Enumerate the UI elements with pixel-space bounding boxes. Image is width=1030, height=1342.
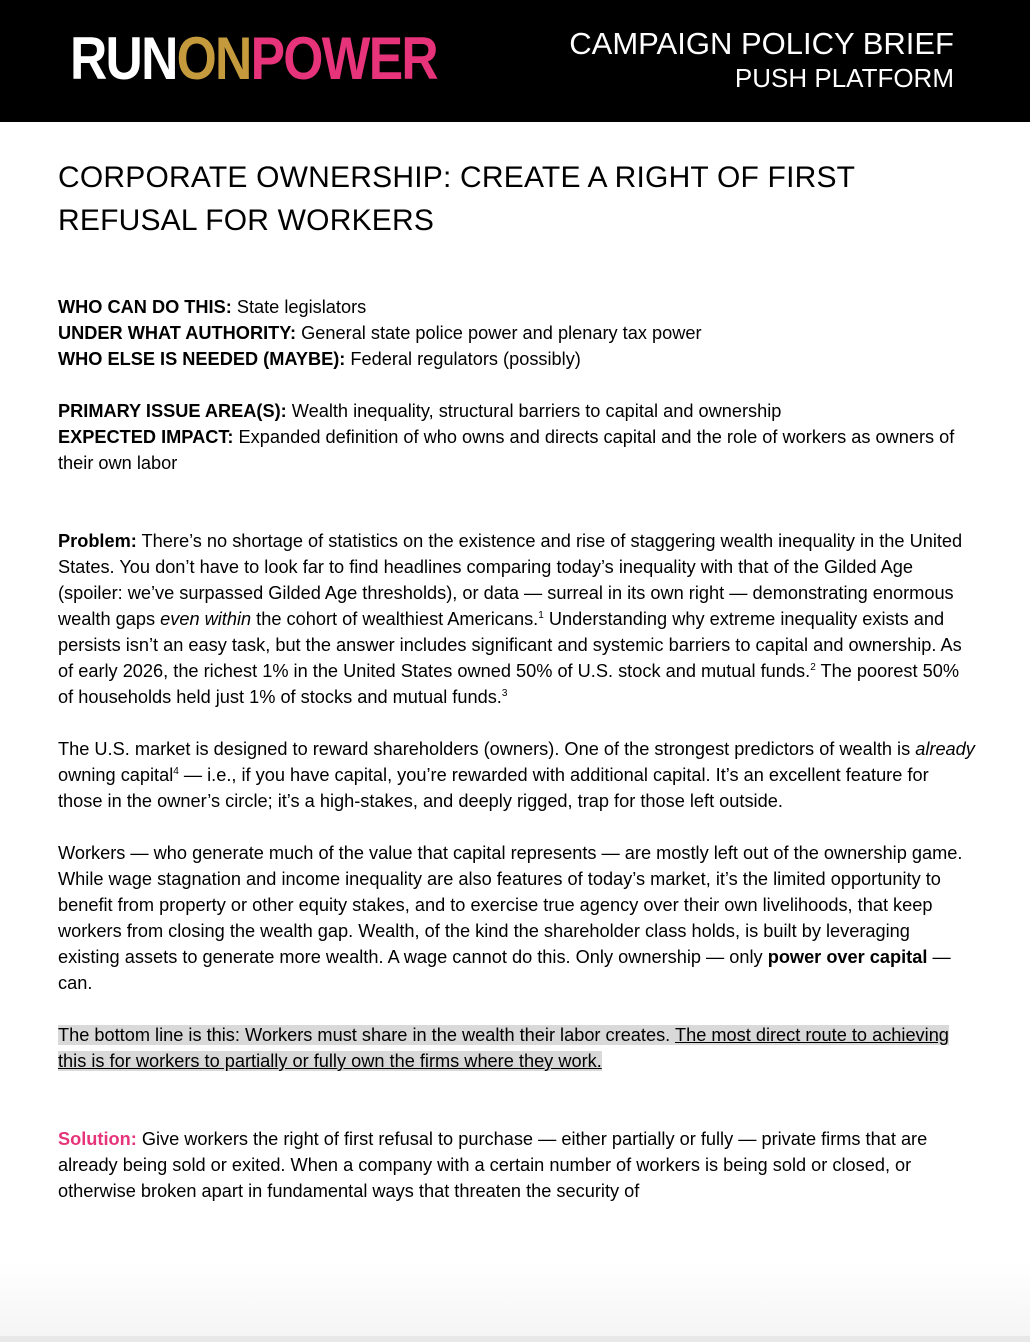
page-bottom-shade	[0, 1262, 1030, 1342]
footnote-ref-4: 4	[173, 766, 179, 777]
market-paragraph	[58, 736, 976, 814]
meta-impact-label: EXPECTED IMPACT:	[58, 427, 234, 447]
market-text-2: owning capital	[58, 765, 174, 785]
meta-else-value: Federal regulators (possibly)	[345, 349, 581, 369]
workers-bold: power over capital	[767, 947, 928, 967]
problem-text-4: The poorest 50% of households held just 1% of stocks and mutual funds.	[58, 661, 959, 707]
title-line-2: REFUSAL FOR WORKERS	[58, 204, 435, 237]
meta-impact	[58, 424, 976, 476]
footnote-ref-3: 3	[501, 688, 508, 699]
meta-authority-value: General state police power and plenary tax power	[296, 323, 702, 343]
solution-text: Give workers the right of first refusal to purchase — either partially or fully — private firms that are already being sold or exited. When a company with a certain number of workers is being sold or closed, or otherwise broken apart in fundamental ways that threaten the security of	[58, 1129, 928, 1201]
meta-issue	[58, 398, 976, 424]
page-bottom-edge	[0, 1336, 1030, 1342]
brief-subtitle: PUSH PLATFORM	[734, 63, 954, 93]
meta-issue-value: Wealth inequality, structural barriers to capital and ownership	[286, 401, 782, 421]
runonpower-logo	[70, 25, 437, 92]
title-line-1: CORPORATE OWNERSHIP: CREATE A RIGHT OF FIRST	[58, 161, 856, 194]
meta-who-label: WHO CAN DO THIS:	[58, 297, 232, 317]
problem-text-2: the cohort of wealthiest Americans.	[251, 609, 539, 629]
footnote-ref-2: 2	[810, 662, 816, 673]
workers-paragraph	[58, 840, 976, 996]
logo-power-text: POWER	[250, 25, 437, 92]
meta-else-label: WHO ELSE IS NEEDED (MAYBE):	[58, 349, 346, 369]
footnote-ref-1: 1	[538, 610, 544, 621]
meta-who	[58, 294, 976, 320]
market-text-3: — i.e., if you have capital, you’re rewarded with additional capital. It’s an excellent feature for those in the owner’s circle; it’s a high-stakes, and deeply rigged, trap for those left outside.	[58, 765, 929, 811]
meta-authority	[58, 320, 976, 346]
problem-label: Problem:	[58, 531, 137, 551]
problem-italic: even within	[160, 609, 252, 629]
logo-run-text: RUN	[70, 25, 177, 92]
meta-impact-value: Expanded definition of who owns and directs capital and the role of workers as owners of their own labor	[58, 427, 955, 473]
meta-else	[58, 346, 976, 372]
meta-authority-label: UNDER WHAT AUTHORITY:	[58, 323, 297, 343]
market-italic: already	[915, 739, 975, 759]
document-title	[58, 156, 976, 242]
brief-metadata	[58, 294, 976, 476]
workers-text-2: — can.	[58, 947, 951, 993]
meta-issue-label: PRIMARY ISSUE AREA(S):	[58, 401, 287, 421]
bottom-line-highlight: The bottom line is this: Workers must share in the wealth their labor creates.	[58, 1025, 675, 1045]
meta-who-value: State legislators	[231, 297, 367, 317]
document-body	[58, 156, 976, 1204]
logo-on-text: ON	[176, 25, 251, 92]
bottom-line-underlined: The most direct route to achieving this is for workers to partially or fully own the firms where they work.	[58, 1025, 949, 1071]
workers-text-1: Workers — who generate much of the value that capital represents — are mostly left out of the ownership game. While wage stagnation and income inequality are also features of today’s market, it’s the limited opportunity to benefit from property or other equity stakes, and to exercise true agency over their own livelihoods, that keep workers from closing the wealth gap. Wealth, of the kind the shareholder class holds, is built by leveraging existing assets to generate more wealth. A wage cannot do this. Only ownership — only	[58, 843, 963, 967]
brief-title: CAMPAIGN POLICY BRIEF	[569, 26, 954, 61]
bottom-line-paragraph	[58, 1022, 976, 1074]
problem-text-3: Understanding why extreme inequality exists and persists isn’t an easy task, but the answer includes significant and systemic barriers to capital and ownership. As of early 2026, the richest 1% in the United States owned 50% of U.S. stock and mutual funds.	[58, 609, 962, 681]
solution-label: Solution:	[58, 1129, 137, 1149]
problem-text-1: There’s no shortage of statistics on the existence and rise of staggering wealth inequality in the United States. You don’t have to look far to find headlines comparing today’s inequality with that of the Gilded Age (spoiler: we’ve surpassed Gilded Age thresholds), or data — surreal in its own right — demonstrating enormous wealth gaps	[58, 531, 963, 629]
problem-paragraph	[58, 528, 976, 710]
market-text-1: The U.S. market is designed to reward shareholders (owners). One of the strongest predictors of wealth is	[58, 739, 916, 759]
page-header	[0, 0, 1030, 122]
solution-paragraph	[58, 1126, 976, 1204]
